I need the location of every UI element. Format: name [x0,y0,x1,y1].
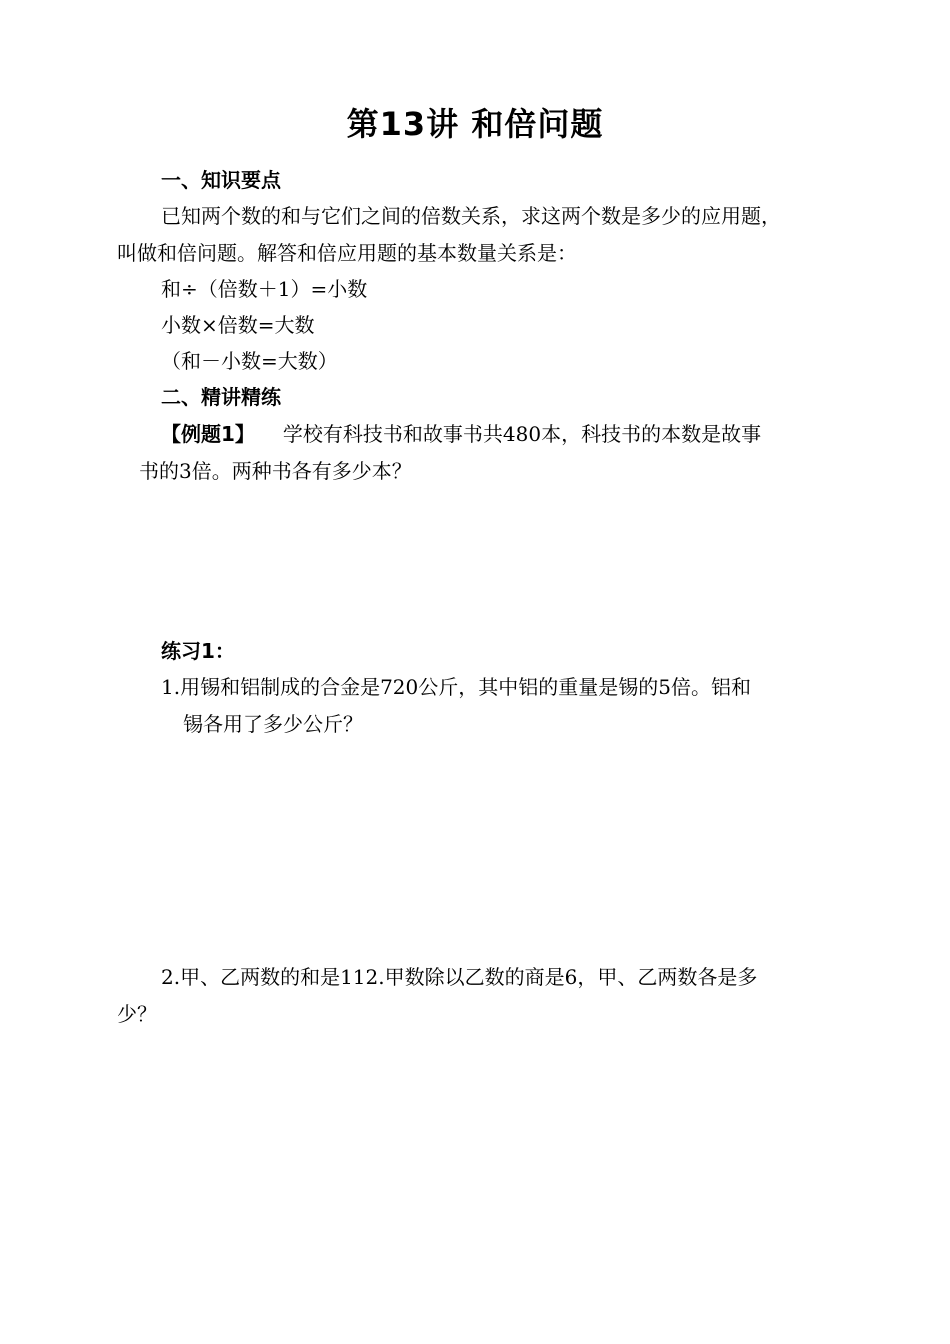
formula-alternate: （和－小数=大数） [161,349,338,373]
formula-small-number: 和÷（倍数＋1）=小数 [161,277,368,301]
practice-heading: 练习1： [161,639,235,663]
intro-paragraph-line-1: 已知两个数的和与它们之间的倍数关系，求这两个数是多少的应用题， [161,204,781,228]
question-1-line-2: 锡各用了多少公斤？ [183,712,363,736]
intro-paragraph-line-2: 叫做和倍问题。解答和倍应用题的基本数量关系是： [117,241,577,265]
example-1-line-1 [161,420,761,448]
example-1-line-2: 书的3倍。两种书各有多少本？ [139,459,412,483]
example-label: 【例题1】 [161,422,255,446]
example-text-line-1: 学校有科技书和故事书共480本，科技书的本数是故事 [282,422,762,446]
section-heading-practice: 二、精讲精练 [161,385,281,409]
section-heading-knowledge: 一、知识要点 [161,168,281,192]
page-title: 第13讲 和倍问题 [346,105,604,143]
question-1-line-1: 1.用锡和铝制成的合金是720公斤，其中铝的重量是锡的5倍。铝和 [161,675,751,699]
question-2-line-2: 少？ [117,1002,157,1026]
question-2-line-1: 2.甲、乙两数的和是112.甲数除以乙数的商是6，甲、乙两数各是多 [161,965,758,989]
formula-large-number: 小数×倍数=大数 [161,313,315,337]
